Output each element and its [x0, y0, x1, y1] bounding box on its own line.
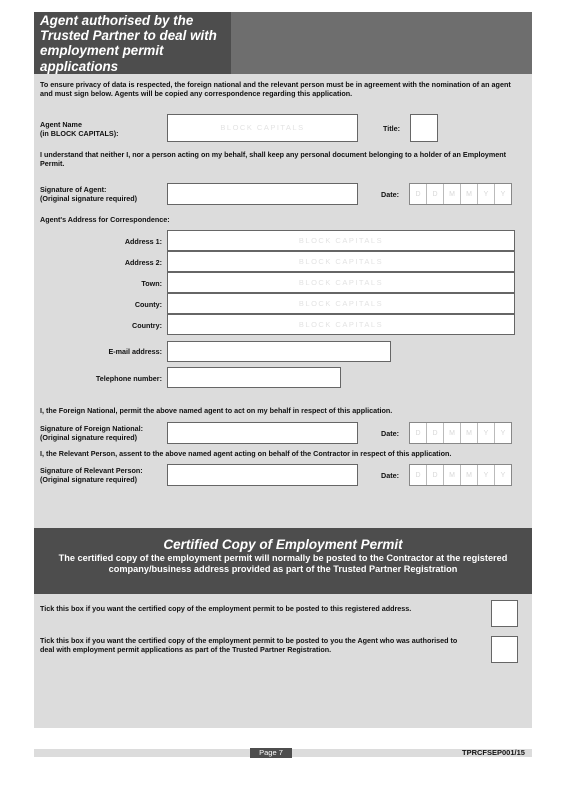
- date-month-2: M: [461, 184, 478, 204]
- foreign-national-statement: I, the Foreign National, permit the above named agent to act on my behalf in respect of this application.: [40, 406, 393, 415]
- title-field[interactable]: [410, 114, 438, 142]
- date-day-1: D: [410, 465, 427, 485]
- page-number: Page 7: [250, 748, 292, 758]
- date-month-2: M: [461, 465, 478, 485]
- address1-label: Address 1:: [124, 237, 162, 246]
- country-field[interactable]: [167, 314, 515, 335]
- date-day-1: D: [410, 423, 427, 443]
- date-year-2: Y: [500, 471, 506, 479]
- county-label: County:: [134, 300, 162, 309]
- county-field[interactable]: [167, 293, 515, 314]
- agent-name-label: Agent Name (in BLOCK CAPITALS):: [40, 120, 119, 138]
- title-label: Title:: [383, 124, 401, 133]
- relevant-person-statement: I, the Relevant Person, assent to the above named agent acting on behalf of the Contractor in respect of this application.: [40, 449, 452, 458]
- date-day-2: D: [427, 423, 444, 443]
- registered-address-checkbox[interactable]: [491, 600, 518, 627]
- rp-date-label: Date:: [381, 471, 399, 480]
- date-year-1: Y: [478, 465, 495, 485]
- tick-registered-address-text: Tick this box if you want the certified copy of the employment permit to be posted to this registered address.: [40, 604, 412, 613]
- agent-name-placeholder: BLOCK CAPITALS: [220, 123, 305, 132]
- rp-date-field[interactable]: [409, 464, 512, 486]
- section-title: Agent authorised by the Trusted Partner to deal with employment permit applications: [40, 13, 217, 74]
- agent-address-checkbox[interactable]: [491, 636, 518, 663]
- county-placeholder: BLOCK CAPITALS: [298, 299, 384, 308]
- town-field[interactable]: [167, 272, 515, 293]
- phone-label: Telephone number:: [95, 374, 162, 383]
- agent-date-field[interactable]: [409, 183, 512, 205]
- date-year-2: Y: [500, 190, 506, 198]
- fn-date-label: Date:: [381, 429, 399, 438]
- agent-signature-field[interactable]: [167, 183, 358, 205]
- certified-copy-title: Certified Copy of Employment Permit: [163, 537, 403, 552]
- address2-field[interactable]: [167, 251, 515, 272]
- address1-placeholder: BLOCK CAPITALS: [298, 236, 384, 245]
- fn-signature-label: Signature of Foreign National: (Original signature required): [40, 424, 144, 442]
- agent-name-field[interactable]: [167, 114, 358, 142]
- country-placeholder: BLOCK CAPITALS: [298, 320, 384, 329]
- agent-date-label: Date:: [381, 190, 399, 199]
- address-heading: Agent's Address for Correspondence:: [40, 215, 170, 224]
- fn-date-field[interactable]: [409, 422, 512, 444]
- country-label: Country:: [132, 321, 162, 330]
- town-label: Town:: [141, 279, 162, 288]
- date-year-2: Y: [500, 429, 506, 437]
- agent-signature-label: Signature of Agent: (Original signature required): [40, 185, 138, 203]
- date-year-1: Y: [478, 184, 495, 204]
- address1-field[interactable]: [167, 230, 515, 251]
- date-month-1: M: [444, 423, 461, 443]
- fn-signature-field[interactable]: [167, 422, 358, 444]
- date-month-1: M: [444, 465, 461, 485]
- privacy-notice: To ensure privacy of data is respected, the foreign national and the relevant person must be in agreement with the nomination of an agent and must sign below. Agents will be copied any correspondence regarding this application.: [40, 80, 511, 98]
- email-label: E-mail address:: [108, 347, 162, 356]
- form-code: TPRCFSEP001/15: [462, 748, 525, 757]
- date-day-2: D: [427, 184, 444, 204]
- town-placeholder: BLOCK CAPITALS: [298, 278, 384, 287]
- certified-copy-subtitle: The certified copy of the employment permit will normally be posted to the Contractor at the registered company/business address provided as part of the Trusted Partner Registration: [58, 553, 508, 574]
- address2-label: Address 2:: [124, 258, 162, 267]
- address2-placeholder: BLOCK CAPITALS: [298, 257, 384, 266]
- date-month-1: M: [444, 184, 461, 204]
- email-field[interactable]: [167, 341, 391, 362]
- header-band: [231, 12, 532, 74]
- date-day-2: D: [427, 465, 444, 485]
- date-year-1: Y: [478, 423, 495, 443]
- phone-field[interactable]: [167, 367, 341, 388]
- declaration-text: I understand that neither I, nor a person acting on my behalf, shall keep any personal document belonging to a holder of an Employment Permit.: [40, 150, 507, 168]
- tick-agent-address-text: Tick this box if you want the certified copy of the employment permit to be posted to you the Agent who was authorised to deal with employment permit applications as part of the Trusted Partner Registration.: [40, 636, 458, 654]
- date-day-1: D: [410, 184, 427, 204]
- date-month-2: M: [461, 423, 478, 443]
- rp-signature-label: Signature of Relevant Person: (Original signature required): [40, 466, 143, 484]
- rp-signature-field[interactable]: [167, 464, 358, 486]
